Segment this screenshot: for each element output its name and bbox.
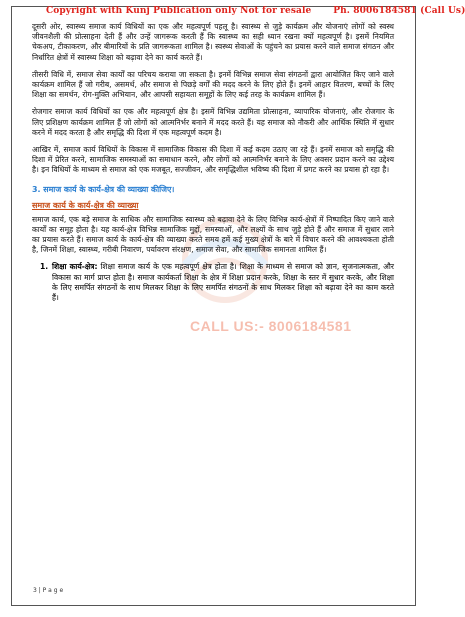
paragraph-social-development: आखिर में, समाज कार्य विधियों के विकास में सामाजिक विकास की दिशा में कई कदम उठाए जा रहे हैं। इनमें समाज को समृद्धि की दिशा में प्रेरित करने, सामाजिक समस्याओं का समाधान करने, और लोगों को आत्मनिर्भर बनाने के लिए अवसर प्रदान करने का उद्देश्य है। इन विधियों के माध्यम से समाज को एक मजबूत, सज्जीवन, और समृद्धिशील भविष्य की दिशा में प्रगट करने का प्रयास हो रहा है। [32,145,394,175]
list-item-number: 1. [40,262,49,272]
list-item-text: शिक्षा समाज कार्य के एक महत्वपूर्ण क्षेत्र होता है। शिक्षा के माध्यम से समाज को ज्ञान, सृजनात्मकता, और विकास का मार्ग प्राप्त होता है। समाज कार्यकर्ता शिक्षा के क्षेत्र में शिक्षा प्रदान करके, शिक्षा के स्तर में सुधार करके, और शिक्षा के लिए समर्पित संगठनों के साथ मिलकर शिक्षा के लिए समर्पित संगठनों के साथ मिलकर शिक्षा को बढ़ावा देने का काम करते हैं। [52,262,394,303]
phone-number: Ph. 8006184581 (Call Us) [333,6,465,16]
paragraph-explanation: समाज कार्य, एक बड़े समाज के साधिक और सामाजिक स्वास्थ्य को बढ़ावा देने के लिए विभिन्न कार्य-क्षेत्रों में निष्पादित किए जाने वाले कार्यों का समूह होता है। यह कार्य-क्षेत्र विभिन्न सामाजिक मुद्दों, समस्याओं, और लक्ष्यों के साथ जुड़े होते हैं और समाज में सुधार लाने का प्रयास करते हैं। समाज कार्य के कार्य-क्षेत्र की व्याख्या करते समय हमें कई मुख्य क्षेत्रों के बारे में विचार करने की आवश्यकता होती है, जिनमें शिक्षा, स्वास्थ्य, गरीबी निवारण, पर्यावरण संरक्षण, समाज सेवा, और सामाजिक समानता शामिल हैं। [32,214,394,255]
list-item-body [52,262,394,303]
paragraph-employment: रोजगार समाज कार्य विधियों का एक और महत्वपूर्ण क्षेत्र है। इसमें विभिन्न उद्यमिता प्रोत्साहना, व्यापारिक योजनाएं, और रोजगार के लिए प्रशिक्षण कार्यक्रम शामिल हैं जो लोगों को आत्मनिर्भर बनाने में मदद करते हैं। यह समाज को नौकरी और आर्थिक स्थिति में सुधार करने में मदद करता है और समृद्धि की दिशा में एक महत्वपूर्ण कदम है। [32,107,394,137]
copyright-notice: Copyright with Kunj Publication only Not for resale [46,6,312,16]
question-heading: 3. समाज कार्य के कार्य-क्षेत्र की व्याख्या कीजिए। [32,184,175,194]
list-item [40,262,394,303]
list-item-title: शिक्षा कार्य-क्षेत्र: [52,262,98,272]
paragraph-social-service: तीसरी विधि में, समाज सेवा कार्यों का परिचय कराया जा सकता है। इनमें विभिन्न समाज सेवा संगठनों द्वारा आयोजित किए जाने वाले कार्यक्रम शामिल हैं जो गरीब, असमर्थ, और समाज से पिछड़े वर्गों की मदद करने के लिए होते हैं। इनमें आहार वितरण, बच्चों के लिए शिक्षा का समर्थन, रोग-मुक्ति अभियान, और आपसी सहायता समूहों के लिए कई तरह के कार्यक्रम शामिल हैं। [32,69,394,100]
paragraph-health: दूसरी ओर, स्वास्थ्य समाज कार्य विधियों का एक और महत्वपूर्ण पहलू है। स्वास्थ्य से जुड़े कार्यक्रम और योजनाएं लोगों को स्वस्थ जीवनशैली की प्रोत्साहना देती हैं और उन्हें जागरूक करती हैं कि स्वास्थ्य का सही ध्यान रखना क्यों महत्वपूर्ण है। इसमें नियमित चेकअप, टीकाकरण, और बीमारियों के प्रति जागरूकता शामिल है। स्वस्थ्य सेवाओं के पहुंचने का प्रयास करने वाले समाज संगठन और निर्धारित क्षेत्रों में स्वास्थ्य शिक्षा को बढ़ावा देने का कार्य करते हैं। [32,22,394,62]
watermark-call-text: CALL US:- 8006184581 [190,318,352,334]
page-footer: 3 | P a g e [33,587,64,594]
section-subheading: समाज कार्य के कार्य-क्षेत्र की व्याख्या [32,200,139,210]
page-header [46,6,465,16]
document-body [32,22,394,303]
